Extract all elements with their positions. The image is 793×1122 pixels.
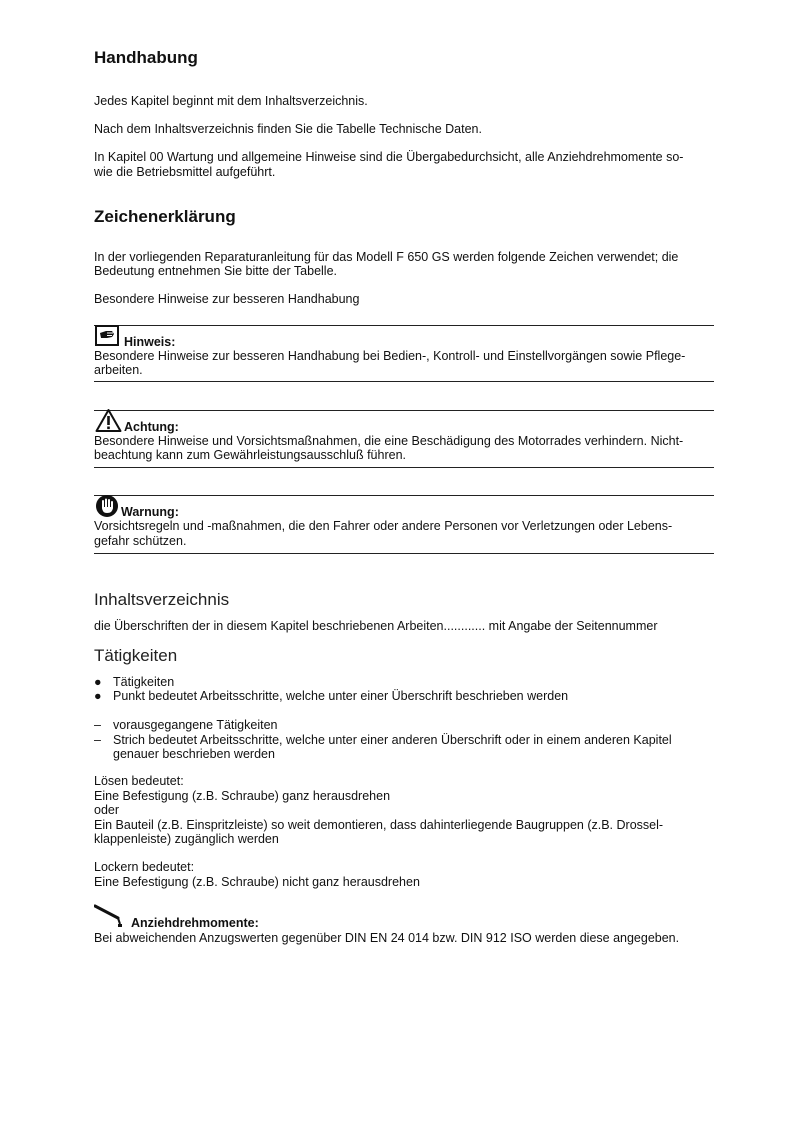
paragraph-line: Lockern bedeutet: (94, 860, 195, 874)
note-label-warnung: Warnung: (121, 505, 179, 519)
section-title-handhabung: Handhabung (94, 48, 198, 67)
stop-hand-icon (95, 494, 119, 518)
divider (94, 467, 714, 468)
section-title-inhaltsverzeichnis: Inhaltsverzeichnis (94, 590, 230, 609)
divider (94, 410, 714, 411)
paragraph-line: klappenleiste) zugänglich werden (94, 832, 279, 846)
divider (94, 553, 714, 554)
paragraph: Jedes Kapitel beginnt mit dem Inhaltsverzeichnis. (94, 94, 368, 108)
note-label-anziehdrehmomente: Anziehdrehmomente: (131, 916, 259, 930)
paragraph-line: Lösen bedeutet: (94, 774, 184, 788)
bullet-icon: ● (94, 675, 102, 689)
paragraph: die Überschriften der in diesem Kapitel beschriebenen Arbeiten............ mit Angabe der Seitennummer (94, 619, 658, 633)
paragraph-line: Eine Befestigung (z.B. Schraube) nicht ganz herausdrehen (94, 875, 420, 889)
list-item: ● Tätigkeiten (94, 675, 175, 689)
bullet-icon: ● (94, 689, 102, 703)
list-item: – Strich bedeutet Arbeitsschritte, welche unter einer anderen Überschrift oder in einem anderen Kapitel (94, 733, 672, 747)
paragraph-line: In Kapitel 00 Wartung und allgemeine Hinweise sind die Übergabedurchsicht, alle Anziehdrehmomente so- (94, 150, 684, 164)
divider (94, 325, 714, 326)
note-text-line: beachtung kann zum Gewährleistungsausschluß führen. (94, 448, 406, 462)
dash-icon: – (94, 718, 101, 732)
divider (94, 495, 714, 496)
paragraph: Bei abweichenden Anzugswerten gegenüber DIN EN 24 014 bzw. DIN 912 ISO werden diese angegeben. (94, 931, 680, 945)
paragraph-line: In der vorliegenden Reparaturanleitung für das Modell F 650 GS werden folgende Zeichen verwendet; die (94, 250, 679, 264)
list-item-continuation: genauer beschrieben werden (113, 747, 275, 761)
paragraph-line: oder (94, 803, 120, 817)
section-title-taetigkeiten: Tätigkeiten (94, 646, 178, 665)
paragraph-line: Eine Befestigung (z.B. Schraube) ganz herausdrehen (94, 789, 391, 803)
note-text-line: Vorsichtsregeln und -maßnahmen, die den Fahrer oder andere Personen vor Verletzungen oder Lebens- (94, 519, 673, 533)
note-label-achtung: Achtung: (124, 420, 179, 434)
note-label-hinweis: Hinweis: (124, 335, 176, 349)
list-item: – vorausgegangene Tätigkeiten (94, 718, 278, 732)
note-text-line: arbeiten. (94, 363, 143, 377)
note-text-line: gefahr schützen. (94, 534, 187, 548)
warning-triangle-icon (95, 408, 122, 433)
note-hand-icon (95, 325, 119, 346)
paragraph: Besondere Hinweise zur besseren Handhabung (94, 292, 360, 306)
list-item: ● Punkt bedeutet Arbeitsschritte, welche unter einer Überschrift beschrieben werden (94, 689, 569, 703)
paragraph-line: Ein Bauteil (z.B. Einspritzleiste) so weit demontieren, dass dahinterliegende Baugruppen (z.B. Drossel- (94, 818, 664, 832)
paragraph-line: Bedeutung entnehmen Sie bitte der Tabelle. (94, 264, 338, 278)
section-title-zeichenerklaerung: Zeichenerklärung (94, 207, 236, 226)
torque-wrench-icon (94, 904, 126, 928)
dash-icon: – (94, 733, 101, 747)
note-text-line: Besondere Hinweise und Vorsichtsmaßnahmen, die eine Beschädigung des Motorrades verhindern. Nicht- (94, 434, 684, 448)
divider (94, 381, 714, 382)
paragraph-line: wie die Betriebsmittel aufgeführt. (94, 165, 276, 179)
paragraph: Nach dem Inhaltsverzeichnis finden Sie die Tabelle Technische Daten. (94, 122, 482, 136)
note-text-line: Besondere Hinweise zur besseren Handhabung bei Bedien-, Kontroll- und Einstellvorgängen sowie Pflege- (94, 349, 686, 363)
